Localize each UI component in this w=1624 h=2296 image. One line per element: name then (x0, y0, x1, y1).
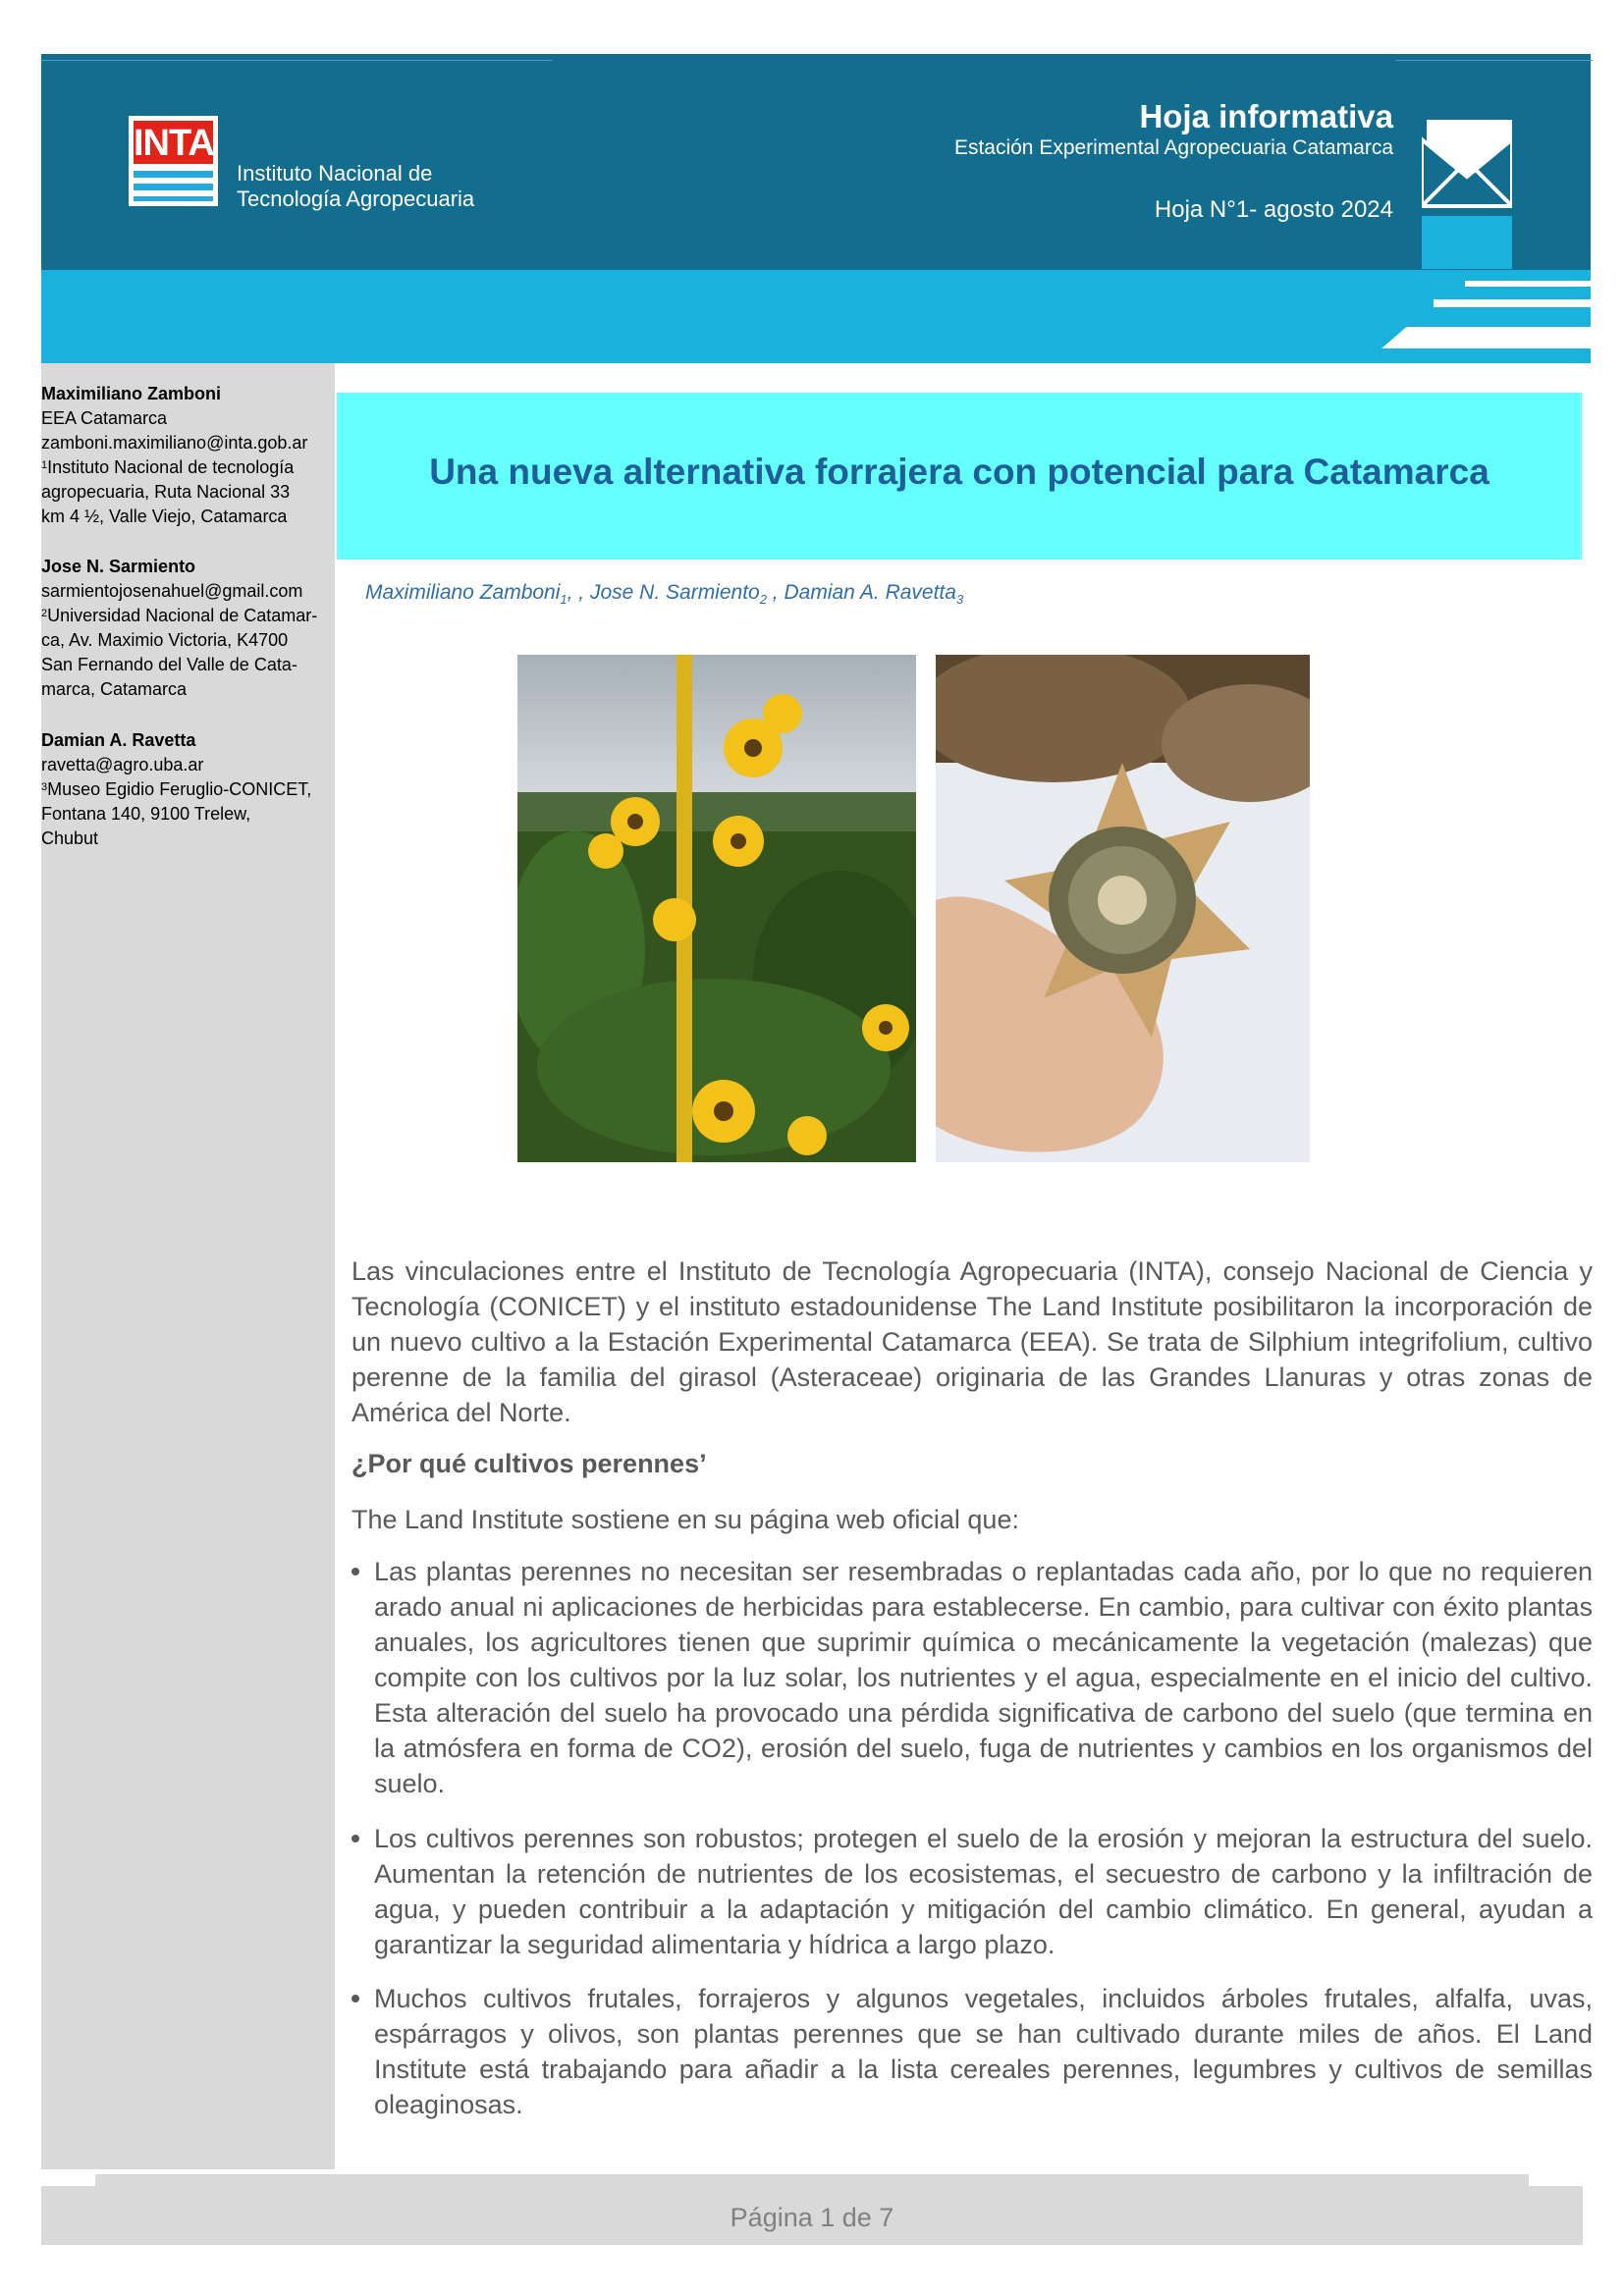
author-affiliation (41, 604, 336, 628)
footnote-marker: 3 (41, 781, 48, 793)
inta-logo (129, 116, 218, 206)
section-heading: ¿Por qué cultivos perennes’ (352, 1449, 707, 1478)
header-band (41, 270, 1591, 363)
byline-marker: 1 (560, 592, 568, 608)
author-email: sarmientojosenahuel@gmail.com (41, 581, 303, 601)
station-name: Estación Experimental Agropecuaria Catamarca (953, 136, 1393, 159)
issue-label: Hoja N°1- agosto 2024 (1154, 196, 1393, 223)
bullet-icon (352, 1995, 359, 2002)
author-block (41, 555, 336, 702)
byline-author: Maximiliano Zamboni (365, 581, 561, 604)
envelope-icon (1422, 120, 1512, 269)
logo-bar (134, 196, 213, 201)
author-byline (365, 581, 963, 607)
author-name: Damian A. Ravetta (41, 730, 196, 750)
logo-text: INTA (134, 123, 214, 164)
author-name: Maximiliano Zamboni (41, 384, 222, 403)
author-unit: EEA Catamarca (41, 408, 168, 428)
author-email: zamboni.maximiliano@inta.gob.ar (41, 433, 308, 453)
footnote-marker: 1 (41, 459, 48, 471)
byline-separator: , , (567, 581, 590, 604)
affiliation-line: agropecuaria, Ruta Nacional 33 (41, 482, 291, 502)
byline-separator: , (766, 581, 785, 604)
author-affiliation (41, 777, 336, 802)
list-item-text: Los cultivos perennes son robustos; protegen el suelo de la erosión y mejoran la estructura del suelo. Aumentan la retención de nutrientes de los ecosistemas, el secuestro de carbono y la infiltración de agua, y pueden contribuir a la adaptación y mitigación del cambio climático. En general, ayudan a garantizar la seguridad alimentaria y hídrica a largo plazo. (374, 1824, 1593, 1959)
list-item-text: Muchos cultivos frutales, forrajeros y algunos vegetales, incluidos árboles frutales, alfalfa, uvas, espárragos y olivos, son plantas perennes que se han cultivado durante miles de años. El Land Institute está trabajando para añadir a la lista cereales perennes, legumbres y cultivos de semillas oleaginosas. (374, 1984, 1593, 2119)
affiliation-line: km 4 ½, Valle Viejo, Catamarca (41, 507, 288, 526)
logo-bar (134, 184, 213, 190)
sheet-title: Hoja informativa (1139, 98, 1393, 134)
lead-paragraph: The Land Institute sostiene en su página web oficial que: (352, 1505, 1019, 1534)
affiliation-line: San Fernando del Valle de Cata- (41, 655, 298, 674)
byline-marker: 2 (759, 592, 767, 608)
byline-author: Damian A. Ravetta (784, 581, 956, 604)
intro-paragraph: Las vinculaciones entre el Instituto de Tecnología Agropecuaria (INTA), consejo Nacional de Ciencia y Tecnología (CONICET) y el instituto estadounidense The Land Institute posibilitaron la incorporación de un nuevo cultivo a la Estación Experimental Catamarca (EEA). Se trata de Silphium integrifolium, cultivo perenne de la familia del girasol (Asteraceae) originaria de las Grandes Llanuras y otras zonas de América del Norte. (352, 1256, 1593, 1427)
bullet-icon (352, 1568, 359, 1575)
footnote-marker: 2 (41, 608, 48, 619)
affiliation-line: marca, Catamarca (41, 679, 188, 699)
affiliation-line: Universidad Nacional de Catamar- (47, 606, 318, 625)
institution-line: Tecnología Agropecuaria (237, 187, 475, 211)
institution-name (237, 161, 474, 212)
header-stripe (1434, 299, 1591, 307)
author-affiliation (41, 455, 336, 480)
byline-marker: 3 (955, 592, 964, 608)
list-item-text: Las plantas perennes no necesitan ser resembradas o replantadas cada año, por lo que no requieren arado anual ni aplicaciones de herbicidas para establecerse. En cambio, para cultivar con éxito plantas anuales, los agricultores tienen que suprimir química o mecánicamente la vegetación (malezas) que compite con los cultivos por la luz solar, los nutrientes y el agua, especialmente en el inicio del cultivo. Esta alteración del suelo ha provocado una pérdida significativa de carbono del suelo (que termina en la atmósfera en forma de CO2), erosión del suelo, fuga de nutrientes y cambios en los organismos del suelo. (374, 1557, 1593, 1798)
page-number: Página 1 de 7 (730, 2203, 894, 2232)
byline-author: Jose N. Sarmiento (589, 581, 760, 604)
bullet-icon (352, 1835, 359, 1842)
author-block (41, 728, 336, 851)
author-block (41, 382, 336, 529)
author-name: Jose N. Sarmiento (41, 557, 196, 576)
header-stripe (1381, 327, 1591, 348)
affiliation-line: Chubut (41, 828, 99, 848)
institution-line: Instituto Nacional de (237, 161, 433, 186)
affiliation-line: Museo Egidio Feruglio-CONICET, (47, 779, 312, 799)
footer-rule (95, 2174, 1529, 2186)
article-title: Una nueva alternativa forrajera con potencial para Catamarca (429, 452, 1489, 492)
sunflower-field-photo (517, 655, 916, 1162)
logo-bar (134, 171, 213, 178)
affiliation-line: ca, Av. Maximio Victoria, K4700 (41, 630, 289, 650)
seed-head-photo (936, 655, 1310, 1162)
affiliation-line: Instituto Nacional de tecnología (47, 457, 295, 477)
author-email: ravetta@agro.uba.ar (41, 755, 204, 774)
affiliation-line: Fontana 140, 9100 Trelew, (41, 804, 251, 824)
header-stripe (1465, 281, 1591, 287)
